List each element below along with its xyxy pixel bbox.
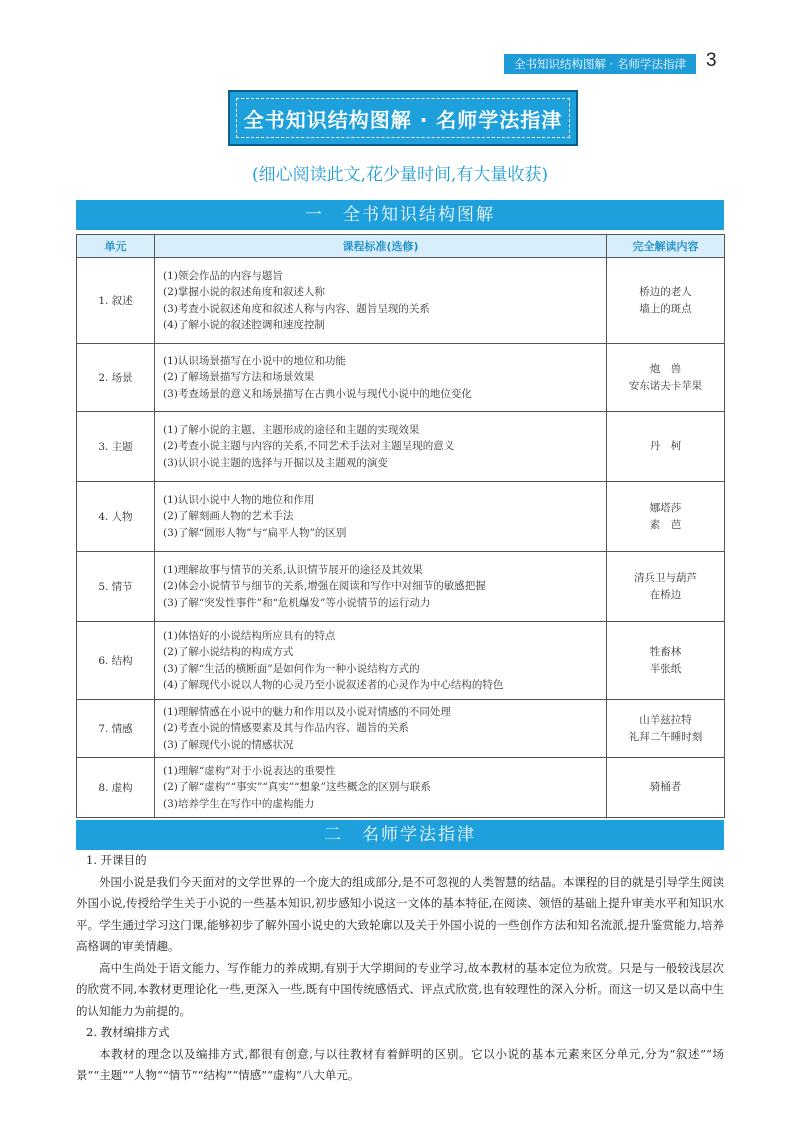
standards-cell <box>155 258 607 344</box>
body-heading-2: 2. 教材编排方式 <box>86 1025 170 1039</box>
standard-item: (1)理解情感在小说中的魅力和作用以及小说对情感的不同处理 <box>163 705 451 718</box>
standards-cell <box>155 552 607 622</box>
standard-item: (2)了解“虚构”“事实”“真实”“想象”这些概念的区别与联系 <box>163 781 431 794</box>
reading-title: 桥边的老人 <box>639 285 692 298</box>
readings-cell <box>607 344 725 412</box>
standard-item: (2)考查小说主题与内容的关系,不同艺术手法对主题呈现的意义 <box>163 440 455 453</box>
unit-cell: 8. 虚构 <box>77 758 155 818</box>
section-heading-1: 一 全书知识结构图解 <box>76 200 724 230</box>
standard-item: (1)认识小说中人物的地位和作用 <box>163 493 315 506</box>
table-row <box>77 758 725 818</box>
standard-item: (1)认识场景描写在小说中的地位和功能 <box>163 354 346 367</box>
table-row <box>77 344 725 412</box>
standards-cell <box>155 344 607 412</box>
page-title: 全书知识结构图解 · 名师学法指津 <box>243 107 563 132</box>
readings-cell <box>607 412 725 482</box>
body-heading-1: 1. 开课目的 <box>86 853 147 867</box>
standard-item: (2)了解刻画人物的艺术手法 <box>163 510 294 523</box>
reading-title: 山羊兹拉特 <box>639 713 692 726</box>
unit-cell: 3. 主题 <box>77 412 155 482</box>
readings-cell <box>607 622 725 700</box>
header-tag: 全书知识结构图解 · 名师学法指津 <box>504 54 696 74</box>
unit-cell: 7. 情感 <box>77 700 155 758</box>
subtitle: (细心阅读此文,花少量时间,有大量收获) <box>251 165 549 185</box>
standard-item: (1)领会作品的内容与题旨 <box>163 269 283 282</box>
standard-item: (3)了解“突发性事件”和“危机爆发”等小说情节的运行动力 <box>163 596 431 609</box>
unit-cell: 6. 结构 <box>77 622 155 700</box>
table-row <box>77 700 725 758</box>
standard-item: (3)考查小说叙述角度和叙述人称与内容、题旨呈现的关系 <box>163 302 430 315</box>
unit-cell: 2. 场景 <box>77 344 155 412</box>
standard-item: (2)了解小说结构的构成方式 <box>163 646 294 658</box>
standard-item: (3)培养学生在写作中的虚构能力 <box>163 797 315 810</box>
standard-item: (4)了解小说的叙述腔调和速度控制 <box>163 319 325 331</box>
table-row <box>77 552 725 622</box>
knowledge-table <box>76 234 725 818</box>
standards-cell <box>155 758 607 818</box>
unit-cell: 4. 人物 <box>77 482 155 552</box>
reading-title: 牲畜林 <box>649 645 682 658</box>
reading-title: 半张纸 <box>649 662 682 675</box>
reading-title: 炮 兽 <box>649 362 682 375</box>
standard-item: (3)了解现代小说的情感状况 <box>163 738 294 751</box>
reading-title: 娜塔莎 <box>649 501 682 514</box>
table-row <box>77 412 725 482</box>
standard-item: (2)体会小说情节与细节的关系,增强在阅读和写作中对细节的敏感把握 <box>163 580 486 593</box>
unit-cell: 1. 叙述 <box>77 258 155 344</box>
section-heading-2: 二 名师学法指津 <box>76 820 724 850</box>
table-row <box>77 258 725 344</box>
column-header-readings: 完全解读内容 <box>607 235 725 258</box>
page-number: 3 <box>706 50 717 71</box>
readings-cell <box>607 258 725 344</box>
reading-title: 墙上的斑点 <box>639 302 692 315</box>
title-banner <box>228 90 578 146</box>
readings-cell <box>607 482 725 552</box>
standard-item: (1)理解“虚构”对于小说表达的重要性 <box>163 764 336 777</box>
standard-item: (1)了解小说的主题、主题形成的途径和主题的实现效果 <box>163 423 420 436</box>
reading-title: 清兵卫与葫芦 <box>634 571 697 584</box>
standard-item: (3)认识小说主题的选择与开掘以及主题观的演变 <box>163 456 388 469</box>
standards-cell <box>155 412 607 482</box>
readings-cell <box>607 700 725 758</box>
standard-item: (2)掌握小说的叙述角度和叙述人称 <box>163 286 325 298</box>
standard-item: (2)考查小说的情感要素及其与作品内容、题旨的关系 <box>163 722 409 735</box>
reading-title: 礼拜二午睡时刻 <box>628 730 703 743</box>
standard-item: (3)了解“生活的横断面”是如何作为一种小说结构方式的 <box>163 662 420 675</box>
reading-title: 安东诺夫卡苹果 <box>628 379 703 392</box>
readings-cell <box>607 552 725 622</box>
reading-title: 丹 柯 <box>649 440 682 452</box>
standard-item: (3)考查场景的意义和场景描写在古典小说与现代小说中的地位变化 <box>163 387 472 400</box>
reading-title: 在桥边 <box>649 588 682 601</box>
readings-cell <box>607 758 725 818</box>
unit-cell: 5. 情节 <box>77 552 155 622</box>
reading-title: 骑桶者 <box>649 781 682 793</box>
standard-item: (2)了解场景描写方法和场景效果 <box>163 371 315 384</box>
standard-item: (3)了解“圆形人物”与“扁平人物”的区别 <box>163 526 347 539</box>
table-row <box>77 622 725 700</box>
body-paragraph: 本教材的理念以及编排方式,都很有创意,与以往教材有着鲜明的区别。它以小说的基本元素来区分单元,分为“叙述”“场景”“主题”“人物”“情节”“结构”“情感”“虚构”八大单元。 <box>76 1046 724 1082</box>
standard-item: (1)理解故事与情节的关系,认识情节展开的途径及其效果 <box>163 563 423 576</box>
reading-title: 素 芭 <box>649 518 682 531</box>
body-paragraph: 高中生尚处于语文能力、写作能力的养成期,有别于大学期间的专业学习,故本教材的基本定位为欣赏。只是与一般较浅层次的欣赏不同,本教材更理论化一些,更深入一些,既有中国传统感悟式、评点式欣赏,也有较理性的深入分析。而这一切又是以高中生的认知能力为前提的。 <box>76 960 724 1018</box>
column-header-standards: 课程标准(选修) <box>155 235 607 258</box>
standards-cell <box>155 622 607 700</box>
body-text <box>76 850 724 1087</box>
body-paragraph: 外国小说是我们今天面对的文学世界的一个庞大的组成部分,是不可忽视的人类智慧的结晶。本课程的目的就是引导学生阅读外国小说,传授给学生关于小说的一些基本知识,初步感知小说这一文体的基本特征,在阅读、领悟的基础上提升审美水平和知识水平。学生通过学习这门课,能够初步了解外国小说史的大致轮廓以及关于外国小说的一些创作方法和知名流派,提升鉴赏能力,培养高格调的审美情趣。 <box>76 874 724 953</box>
standards-cell <box>155 482 607 552</box>
standard-item: (1)体悟好的小说结构所应具有的特点 <box>163 629 336 642</box>
table-row <box>77 482 725 552</box>
standard-item: (4)了解现代小说以人物的心灵乃至小说叙述者的心灵作为中心结构的特色 <box>163 679 504 691</box>
column-header-unit: 单元 <box>77 235 155 258</box>
standards-cell <box>155 700 607 758</box>
table-header-row <box>77 235 725 258</box>
